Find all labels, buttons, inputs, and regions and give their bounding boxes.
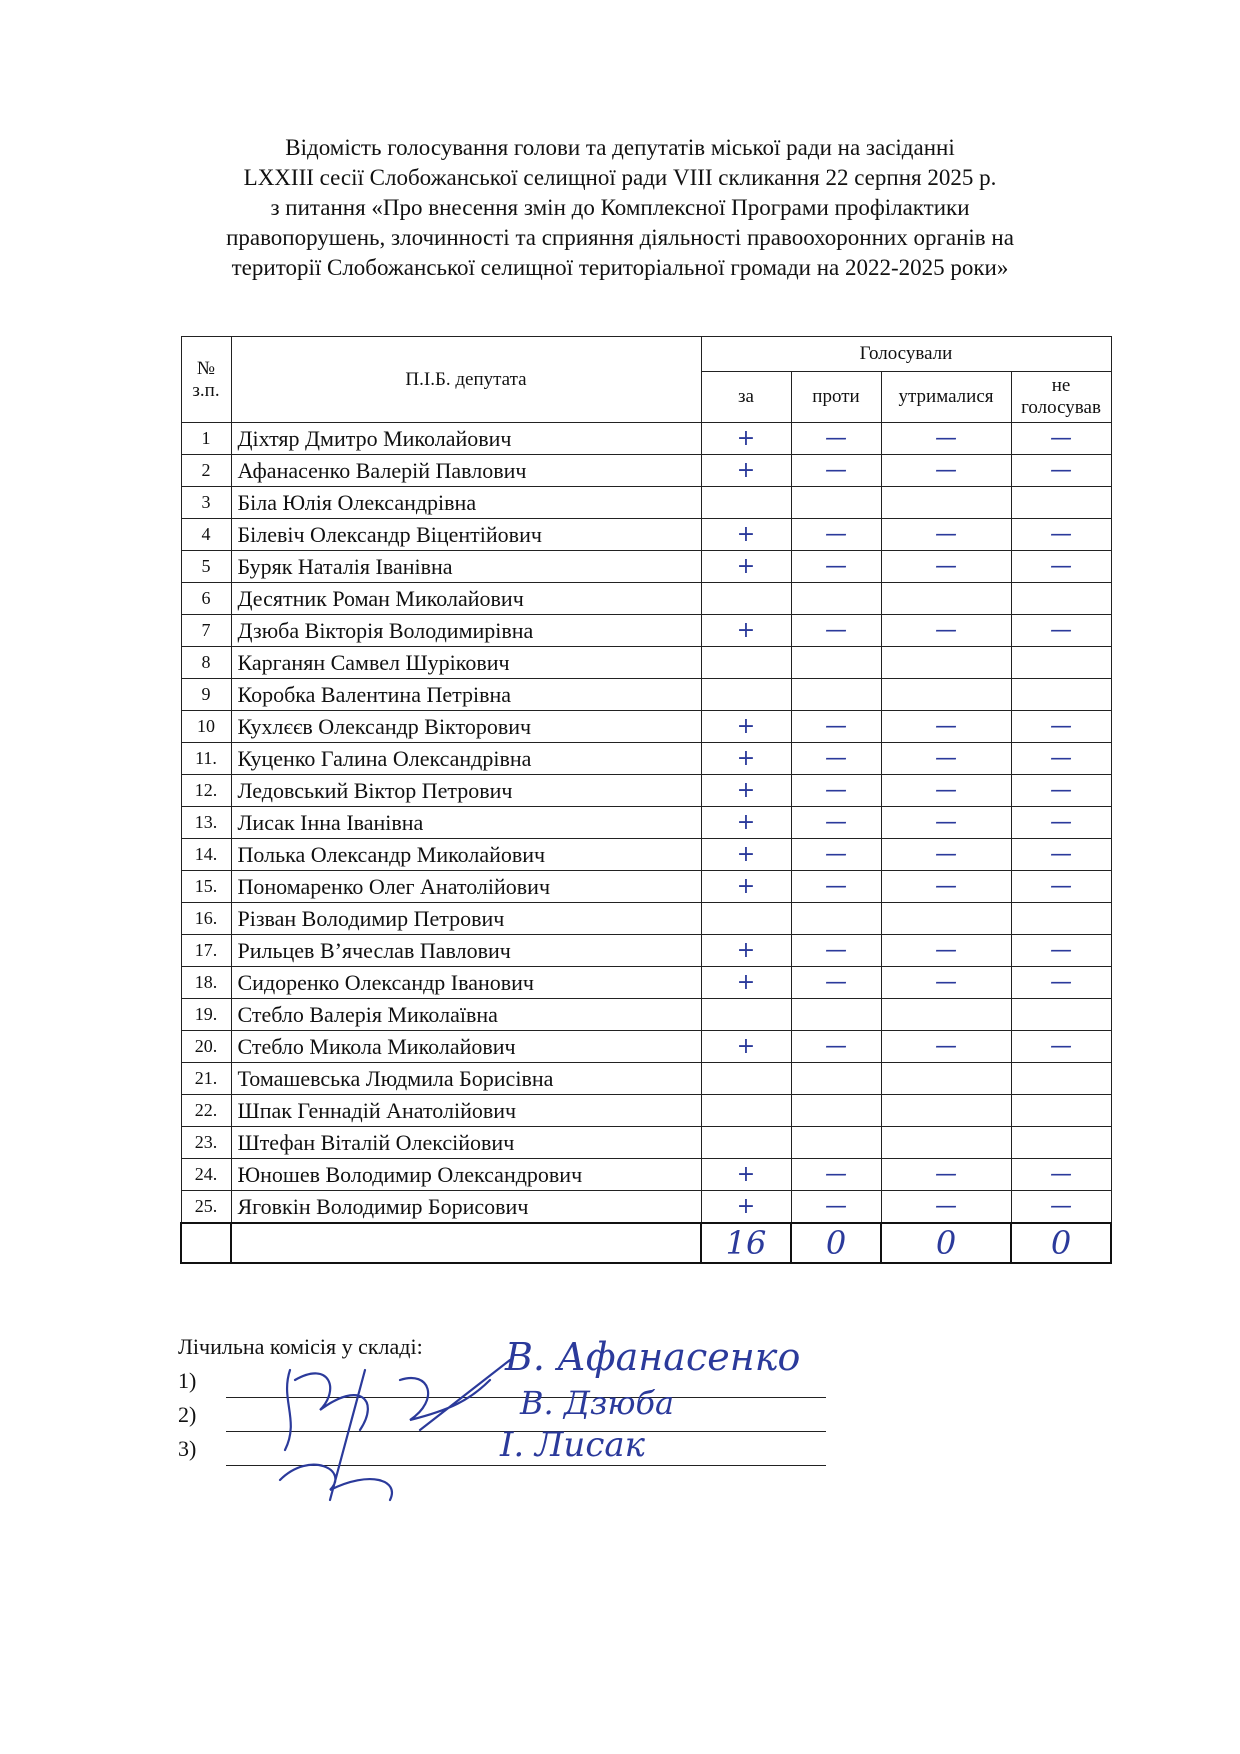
vote-abstained: — <box>881 935 1011 967</box>
vote-for <box>701 1095 791 1127</box>
vote-for <box>701 1063 791 1095</box>
document-title <box>160 133 1080 283</box>
vote-against: — <box>791 1031 881 1063</box>
row-number: 7 <box>181 615 231 647</box>
vote-not-voted <box>1011 1063 1111 1095</box>
vote-not-voted: — <box>1011 839 1111 871</box>
table-row <box>181 1127 1111 1159</box>
deputy-name: Кухлєєв Олександр Вікторович <box>231 711 701 743</box>
vote-not-voted <box>1011 1127 1111 1159</box>
table-body <box>181 423 1111 1224</box>
row-number: 8 <box>181 647 231 679</box>
table-row <box>181 935 1111 967</box>
vote-not-voted <box>1011 999 1111 1031</box>
vote-not-voted <box>1011 583 1111 615</box>
row-number: 13. <box>181 807 231 839</box>
header-for: за <box>701 372 791 423</box>
vote-against: — <box>791 775 881 807</box>
title-line: правопорушень, злочинності та сприяння діяльності правоохоронних органів на <box>226 225 1014 250</box>
vote-abstained: — <box>881 615 1011 647</box>
row-number: 11. <box>181 743 231 775</box>
vote-for: + <box>701 711 791 743</box>
row-number: 22. <box>181 1095 231 1127</box>
title-line: з питання «Про внесення змін до Комплексної Програми профілактики <box>270 195 970 220</box>
vote-for: + <box>701 775 791 807</box>
vote-against: — <box>791 967 881 999</box>
total-not-voted: 0 <box>1011 1223 1111 1263</box>
voting-table <box>180 336 1112 1264</box>
deputy-name: Афанасенко Валерій Павлович <box>231 455 701 487</box>
table-row <box>181 423 1111 455</box>
totals-row <box>181 1223 1111 1263</box>
table-row <box>181 1063 1111 1095</box>
commission-label: Лічильна комісія у складі: <box>178 1334 423 1359</box>
table-row <box>181 1191 1111 1224</box>
row-number: 5 <box>181 551 231 583</box>
vote-against: — <box>791 423 881 455</box>
header-voted: Голосували <box>701 337 1111 372</box>
vote-abstained: — <box>881 807 1011 839</box>
vote-for: + <box>701 807 791 839</box>
vote-abstained: — <box>881 551 1011 583</box>
totals-empty <box>231 1223 701 1263</box>
deputy-name: Рильцев В’ячеслав Павлович <box>231 935 701 967</box>
vote-against <box>791 1063 881 1095</box>
vote-abstained: — <box>881 743 1011 775</box>
vote-against: — <box>791 807 881 839</box>
deputy-name: Полька Олександр Миколайович <box>231 839 701 871</box>
vote-for <box>701 903 791 935</box>
vote-not-voted: — <box>1011 775 1111 807</box>
vote-for: + <box>701 423 791 455</box>
header-not-voted: не голосував <box>1011 372 1111 423</box>
row-number: 17. <box>181 935 231 967</box>
vote-abstained <box>881 679 1011 711</box>
header-abstained: утрималися <box>881 372 1011 423</box>
vote-not-voted: — <box>1011 743 1111 775</box>
vote-for: + <box>701 935 791 967</box>
row-number: 9 <box>181 679 231 711</box>
deputy-name: Біла Юлія Олександрівна <box>231 487 701 519</box>
row-number: 24. <box>181 1159 231 1191</box>
vote-for: + <box>701 839 791 871</box>
deputy-name: Дзюба Вікторія Володимирівна <box>231 615 701 647</box>
vote-for: + <box>701 967 791 999</box>
total-for: 16 <box>701 1223 791 1263</box>
vote-against <box>791 679 881 711</box>
vote-not-voted: — <box>1011 967 1111 999</box>
vote-not-voted: — <box>1011 455 1111 487</box>
vote-against: — <box>791 551 881 583</box>
row-number: 4 <box>181 519 231 551</box>
table-row <box>181 519 1111 551</box>
vote-for <box>701 999 791 1031</box>
row-number: 19. <box>181 999 231 1031</box>
row-number: 3 <box>181 487 231 519</box>
table-row <box>181 1159 1111 1191</box>
vote-against: — <box>791 519 881 551</box>
row-number: 12. <box>181 775 231 807</box>
title-line: території Слобожанської селищної територіальної громади на 2022-2025 роки» <box>231 255 1009 280</box>
deputy-name: Ледовський Віктор Петрович <box>231 775 701 807</box>
deputy-name: Юношев Володимир Олександрович <box>231 1159 701 1191</box>
vote-abstained <box>881 999 1011 1031</box>
deputy-name: Діхтяр Дмитро Миколайович <box>231 423 701 455</box>
row-number: 10 <box>181 711 231 743</box>
vote-for: + <box>701 743 791 775</box>
title-line: Відомість голосування голови та депутатів міської ради на засіданні <box>285 135 955 160</box>
vote-abstained: — <box>881 455 1011 487</box>
vote-not-voted <box>1011 903 1111 935</box>
vote-against <box>791 487 881 519</box>
vote-abstained <box>881 1095 1011 1127</box>
vote-for: + <box>701 1031 791 1063</box>
line-number: 1) <box>178 1368 197 1393</box>
vote-against: — <box>791 839 881 871</box>
vote-for: + <box>701 1191 791 1224</box>
deputy-name: Куценко Галина Олександрівна <box>231 743 701 775</box>
vote-not-voted: — <box>1011 711 1111 743</box>
vote-for: + <box>701 615 791 647</box>
vote-not-voted: — <box>1011 423 1111 455</box>
deputy-name: Різван Володимир Петрович <box>231 903 701 935</box>
table-row <box>181 647 1111 679</box>
table-row <box>181 807 1111 839</box>
handwritten-signatures-graphic <box>270 1340 530 1510</box>
vote-not-voted <box>1011 487 1111 519</box>
vote-abstained: — <box>881 1191 1011 1224</box>
line-number: 3) <box>178 1436 197 1461</box>
row-number: 20. <box>181 1031 231 1063</box>
vote-for: + <box>701 455 791 487</box>
vote-against: — <box>791 1191 881 1224</box>
vote-abstained: — <box>881 423 1011 455</box>
table-row <box>181 679 1111 711</box>
vote-abstained <box>881 487 1011 519</box>
total-against: 0 <box>791 1223 881 1263</box>
row-number: 14. <box>181 839 231 871</box>
vote-not-voted: — <box>1011 807 1111 839</box>
vote-not-voted: — <box>1011 615 1111 647</box>
signature-2: В. Дзюба <box>520 1384 675 1422</box>
vote-not-voted: — <box>1011 1159 1111 1191</box>
vote-against: — <box>791 871 881 903</box>
vote-abstained: — <box>881 967 1011 999</box>
table-row <box>181 839 1111 871</box>
table-row <box>181 967 1111 999</box>
vote-against: — <box>791 455 881 487</box>
vote-against <box>791 903 881 935</box>
signature-3: І. Лисак <box>500 1425 645 1465</box>
deputy-name: Штефан Віталій Олексійович <box>231 1127 701 1159</box>
vote-abstained: — <box>881 839 1011 871</box>
deputy-name: Стебло Валерія Миколаївна <box>231 999 701 1031</box>
table-row <box>181 871 1111 903</box>
vote-for <box>701 647 791 679</box>
vote-for: + <box>701 519 791 551</box>
vote-not-voted <box>1011 1095 1111 1127</box>
row-number: 21. <box>181 1063 231 1095</box>
vote-not-voted: — <box>1011 871 1111 903</box>
vote-abstained: — <box>881 1031 1011 1063</box>
vote-not-voted: — <box>1011 1031 1111 1063</box>
vote-not-voted <box>1011 647 1111 679</box>
vote-abstained: — <box>881 871 1011 903</box>
deputy-name: Лисак Інна Іванівна <box>231 807 701 839</box>
vote-not-voted: — <box>1011 519 1111 551</box>
vote-against: — <box>791 743 881 775</box>
deputy-name: Стебло Микола Миколайович <box>231 1031 701 1063</box>
vote-against <box>791 999 881 1031</box>
table-row <box>181 487 1111 519</box>
vote-not-voted <box>1011 679 1111 711</box>
deputy-name: Сидоренко Олександр Іванович <box>231 967 701 999</box>
deputy-name: Десятник Роман Миколайович <box>231 583 701 615</box>
line-number: 2) <box>178 1402 197 1427</box>
row-number: 16. <box>181 903 231 935</box>
total-abstained: 0 <box>881 1223 1011 1263</box>
vote-abstained: — <box>881 519 1011 551</box>
row-number: 1 <box>181 423 231 455</box>
row-number: 15. <box>181 871 231 903</box>
vote-not-voted: — <box>1011 1191 1111 1224</box>
vote-abstained: — <box>881 775 1011 807</box>
header-name: П.І.Б. депутата <box>231 337 701 423</box>
deputy-name: Коробка Валентина Петрівна <box>231 679 701 711</box>
table-row <box>181 1095 1111 1127</box>
vote-not-voted: — <box>1011 935 1111 967</box>
deputy-name: Томашевська Людмила Борисівна <box>231 1063 701 1095</box>
vote-abstained <box>881 1127 1011 1159</box>
row-number: 2 <box>181 455 231 487</box>
table-row <box>181 583 1111 615</box>
totals-empty <box>181 1223 231 1263</box>
vote-against <box>791 1095 881 1127</box>
table-row <box>181 551 1111 583</box>
table-row <box>181 775 1111 807</box>
row-number: 6 <box>181 583 231 615</box>
table-row <box>181 615 1111 647</box>
row-number: 25. <box>181 1191 231 1224</box>
vote-against: — <box>791 711 881 743</box>
vote-for <box>701 679 791 711</box>
vote-against: — <box>791 615 881 647</box>
vote-abstained <box>881 583 1011 615</box>
vote-abstained <box>881 903 1011 935</box>
title-line: LXXIII сесії Слобожанської селищної ради VIII скликання 22 серпня 2025 р. <box>243 165 997 190</box>
signature-1: В. Афанасенко <box>505 1335 801 1379</box>
vote-for: + <box>701 1159 791 1191</box>
vote-against <box>791 647 881 679</box>
deputy-name: Яговкін Володимир Борисович <box>231 1191 701 1224</box>
header-num: № з.п. <box>181 337 231 423</box>
deputy-name: Буряк Наталія Іванівна <box>231 551 701 583</box>
deputy-name: Білевіч Олександр Віцентійович <box>231 519 701 551</box>
vote-abstained <box>881 1063 1011 1095</box>
table-row <box>181 711 1111 743</box>
row-number: 23. <box>181 1127 231 1159</box>
vote-for: + <box>701 871 791 903</box>
vote-against <box>791 1127 881 1159</box>
vote-abstained: — <box>881 1159 1011 1191</box>
table-row <box>181 903 1111 935</box>
vote-for: + <box>701 551 791 583</box>
vote-for <box>701 487 791 519</box>
row-number: 18. <box>181 967 231 999</box>
vote-against: — <box>791 1159 881 1191</box>
vote-for <box>701 1127 791 1159</box>
table-row <box>181 455 1111 487</box>
deputy-name: Шпак Геннадій Анатолійович <box>231 1095 701 1127</box>
table-row <box>181 999 1111 1031</box>
vote-abstained: — <box>881 711 1011 743</box>
deputy-name: Пономаренко Олег Анатолійович <box>231 871 701 903</box>
vote-against: — <box>791 935 881 967</box>
vote-against <box>791 583 881 615</box>
deputy-name: Карганян Самвел Шурікович <box>231 647 701 679</box>
vote-for <box>701 583 791 615</box>
vote-not-voted: — <box>1011 551 1111 583</box>
header-against: проти <box>791 372 881 423</box>
table-row <box>181 1031 1111 1063</box>
vote-abstained <box>881 647 1011 679</box>
table-row <box>181 743 1111 775</box>
